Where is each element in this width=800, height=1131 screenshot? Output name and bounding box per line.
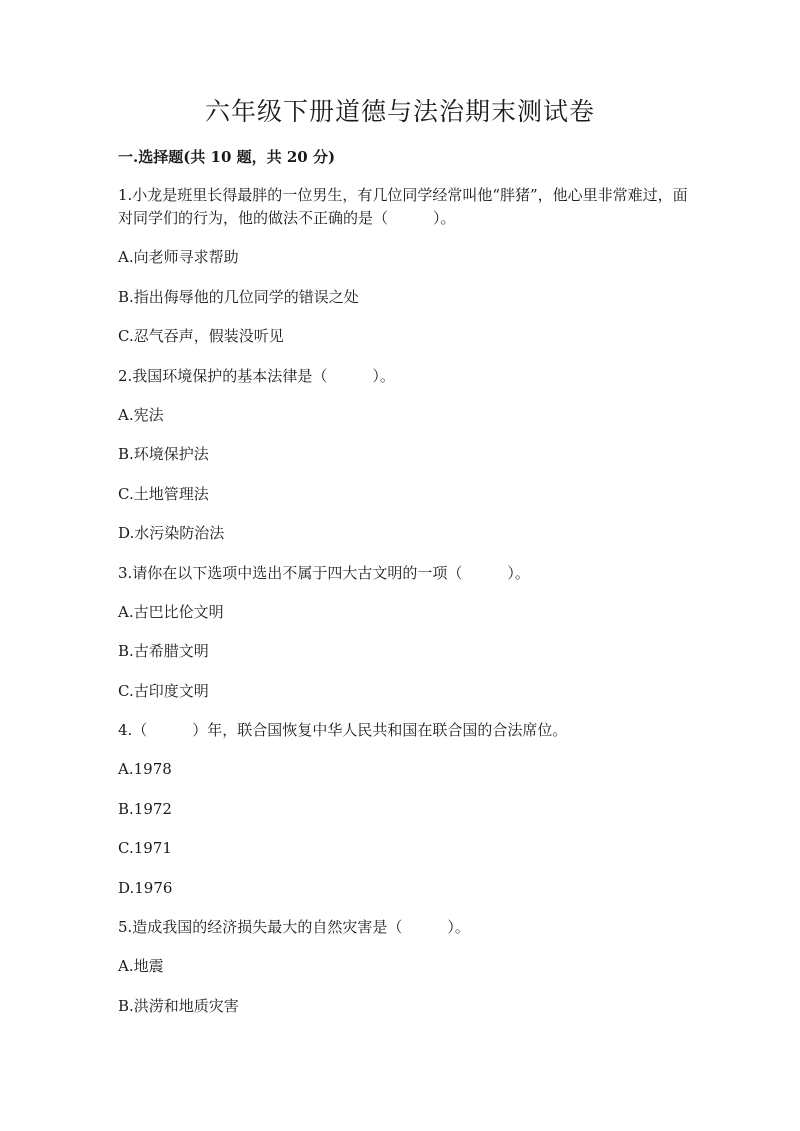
option-c: C.土地管理法 [118,484,209,503]
question-stem: 1.小龙是班里长得最胖的一位男生，有几位同学经常叫他“胖猪”，他心里非常难过，面对同学们的行为，他的做法不正确的是（ ）。 [118,186,688,227]
option-a: A.1978 [118,760,172,778]
section-heading: 一.选择题(共 10 题，共 20 分) [118,148,336,166]
option-a: A.宪法 [118,405,164,424]
question-stem: 2.我国环境保护的基本法律是（ ）。 [118,366,395,385]
question-stem: 3.请你在以下选项中选出不属于四大古文明的一项（ ）。 [118,563,530,582]
option-b: B.环境保护法 [118,445,209,463]
page-title: 六年级下册道德与法治期末测试卷 [204,97,595,126]
question-1 [118,184,688,348]
option-a: A.向老师寻求帮助 [118,248,239,266]
question-4 [118,719,688,900]
question-list [118,184,688,1034]
option-b: B.1972 [118,799,172,818]
option-a: A.地震 [118,957,164,975]
option-c: C.古印度文明 [118,681,209,700]
question-3 [118,562,688,703]
option-b: B.古希腊文明 [118,642,209,660]
option-b: B.洪涝和地质灾害 [118,996,239,1015]
option-d: D.1976 [118,878,173,897]
question-2 [118,365,688,546]
option-c: C.1971 [118,839,172,857]
option-c: C.忍气吞声，假装没听见 [118,327,284,345]
question-5 [118,916,688,1018]
option-d: D.水污染防治法 [118,524,225,542]
question-stem: 4.（ ）年，联合国恢复中华人民共和国在联合国的合法席位。 [118,721,568,739]
question-stem: 5.造成我国的经济损失最大的自然灾害是（ ）。 [118,918,470,936]
option-b: B.指出侮辱他的几位同学的错误之处 [118,287,359,306]
option-a: A.古巴比伦文明 [118,602,224,621]
